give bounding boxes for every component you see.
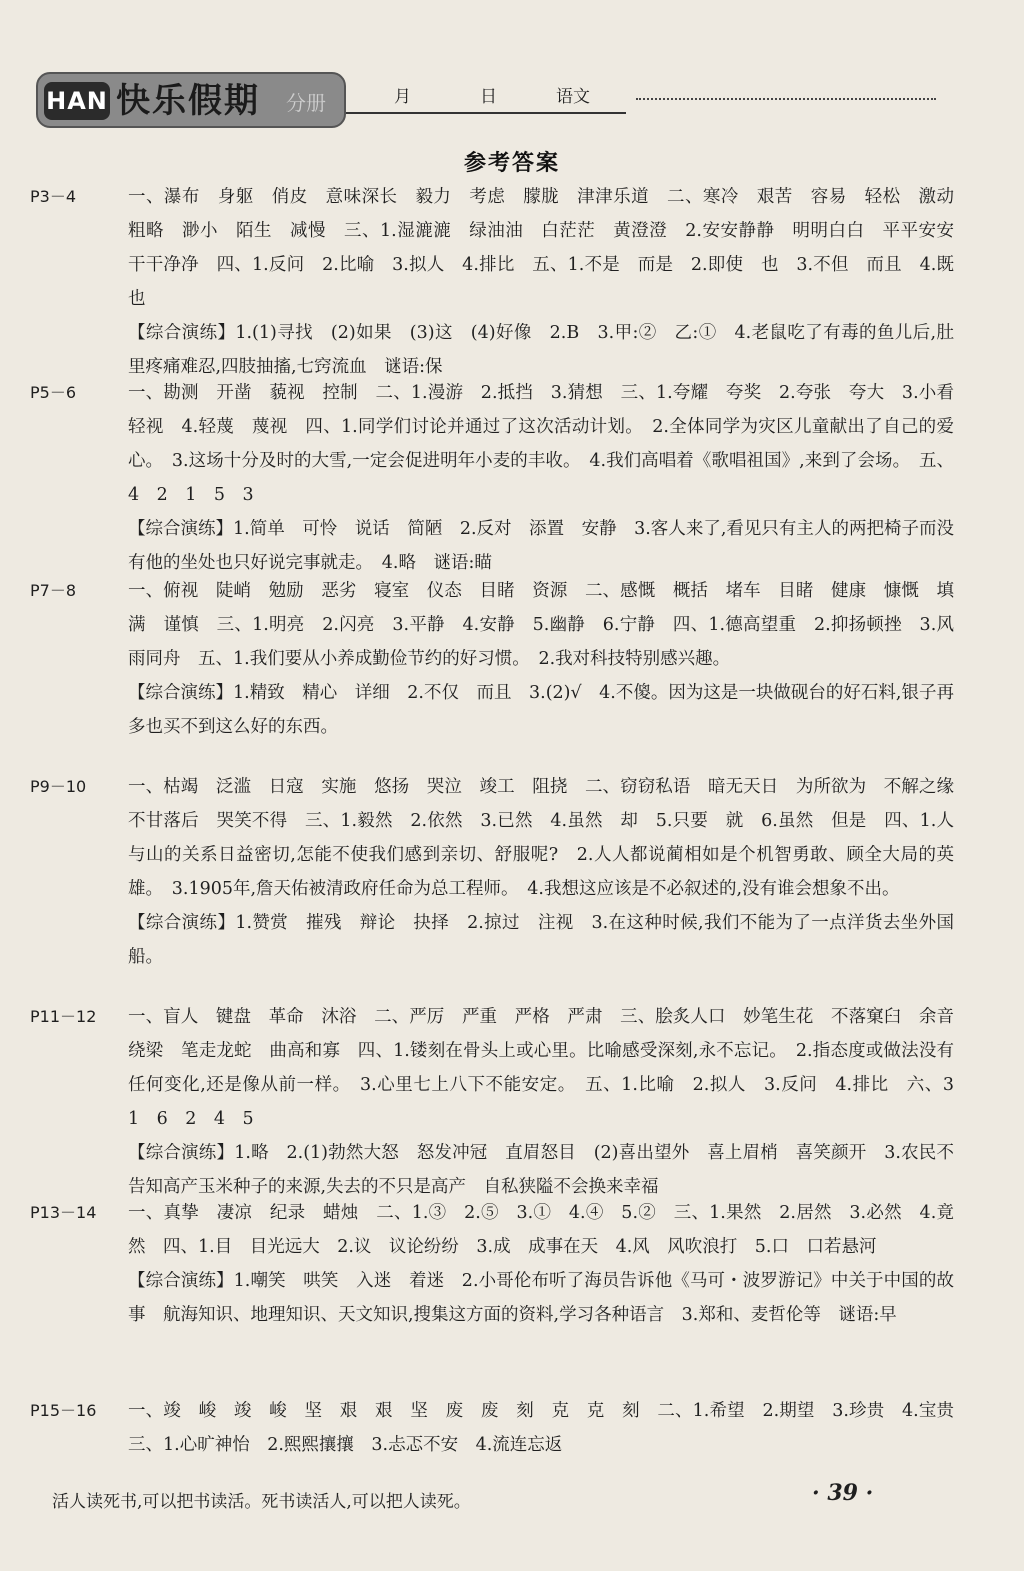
section-page-label: P9－10 <box>30 777 87 796</box>
section-answers <box>128 574 954 744</box>
section-answers <box>128 1000 972 1204</box>
header-dotted-line <box>636 94 936 100</box>
answer-text: 一、盲人 键盘 革命 沐浴 二、严厉 严重 严格 严肃 三、脍炙人口 妙笔生花 不落窠臼 余音绕梁 笔走龙蛇 曲高和寡 四、1.镂刻在骨头上或心里。比喻感受深刻,永不忘记。 2.指态度或做法没有任何变化,还是像从前一样。 3.心里七上八下不能安定。 五、1.比喻 2.拟人 3.反问 4.排比 六、3 1 6 2 4 5 <box>128 1007 972 1129</box>
section-page-label: P5－6 <box>30 383 77 402</box>
section-page-label: P7－8 <box>30 581 77 600</box>
logo-han-badge: HAN <box>44 82 110 120</box>
subject-label: 语文 <box>556 87 590 107</box>
practice-text: 【综合演练】1.(1)寻找 (2)如果 (3)这 (4)好像 2.B 3.甲:② 乙:① 4.老鼠吃了有毒的鱼儿后,肚里疼痛难忍,四肢抽搐,七窍流血 谜语:保 <box>128 323 954 377</box>
answer-text: 一、枯竭 泛滥 日寇 实施 悠扬 哭泣 竣工 阻挠 二、窃窃私语 暗无天日 为所欲为 不解之缘 不甘落后 哭笑不得 三、1.毅然 2.依然 3.已然 4.虽然 却 5.只要 就 6.虽然 但是 四、1.人与山的关系日益密切,怎能不使我们感到亲切、舒服呢? 2.人人都说蔺相如是个机智勇敢、顾全大局的英雄。 3.1905年,詹天佑被清政府任命为总工程师。 4.我想这应该是不必叙述的,没有谁会想象不出。 <box>128 777 972 899</box>
practice-text: 【综合演练】1.精致 精心 详细 2.不仅 而且 3.(2)√ 4.不傻。因为这是一块做砚台的好石料,银子再多也买不到这么好的东西。 <box>128 683 954 737</box>
page-number: · 39 · <box>812 1480 874 1506</box>
page-header <box>36 72 942 130</box>
section-answers <box>128 376 972 580</box>
footer-quote: 活人读死书,可以把书读活。死书读活人,可以把人读死。 <box>52 1492 471 1512</box>
answer-text: 一、俯视 陡峭 勉励 恶劣 寝室 仪态 目睹 资源 二、感慨 概括 堵车 目睹 健康 慷慨 填满 谨慎 三、1.明亮 2.闪亮 3.平静 4.安静 5.幽静 6.宁静 四、1.德高望重 2.抑扬顿挫 3.风雨同舟 五、1.我们要从小养成勤俭节约的好习惯。 2.我对科技特别感兴趣。 <box>128 581 954 669</box>
logo-title: 快乐假期 <box>116 81 260 121</box>
day-label: 日 <box>480 87 497 107</box>
answer-text: 一、竣 峻 竣 峻 坚 艰 艰 坚 废 废 刻 克 克 刻 二、1.希望 2.期望 3.珍贵 4.宝贵 三、1.心旷神怡 2.熙熙攘攘 3.忐忑不安 4.流连忘返 <box>128 1401 972 1455</box>
logo-subtitle: 分册 <box>286 91 326 115</box>
section-page-label: P3－4 <box>30 187 77 206</box>
answer-text: 一、瀑布 身躯 俏皮 意味深长 毅力 考虑 朦胧 津津乐道 二、寒冷 艰苦 容易 轻松 激动 粗略 渺小 陌生 减慢 三、1.湿漉漉 绿油油 白茫茫 黄澄澄 2.安安静静 明明白白 平平安安 干干净净 四、1.反问 2.比喻 3.拟人 4.排比 五、1.不是 而是 2.即使 也 3.不但 而且 4.既 也 <box>128 187 972 309</box>
section-answers <box>128 1196 954 1332</box>
practice-text: 【综合演练】1.略 2.(1)勃然大怒 怒发冲冠 直眉怒目 (2)喜出望外 喜上眉梢 喜笑颜开 3.农民不告知高产玉米种子的来源,失去的不只是高产 自私狭隘不会换来幸福 <box>128 1143 954 1197</box>
section-answers <box>128 770 972 974</box>
section-page-label: P15－16 <box>30 1401 97 1420</box>
month-label: 月 <box>394 87 411 107</box>
series-logo <box>36 72 346 128</box>
practice-text: 【综合演练】1.简单 可怜 说话 简陋 2.反对 添置 安静 3.客人来了,看见只有主人的两把椅子而没有他的坐处也只好说完事就走。 4.略 谜语:瞄 <box>128 519 954 573</box>
section-page-label: P11－12 <box>30 1007 97 1026</box>
practice-text: 【综合演练】1.赞赏 摧残 辩论 抉择 2.掠过 注视 3.在这种时候,我们不能为了一点洋货去坐外国船。 <box>128 913 954 967</box>
section-answers <box>128 1394 972 1462</box>
header-rule <box>346 112 626 114</box>
section-page-label: P13－14 <box>30 1203 97 1222</box>
page-title: 参考答案 <box>463 151 560 176</box>
answer-text: 一、真挚 凄凉 纪录 蜡烛 二、1.③ 2.⑤ 3.① 4.④ 5.② 三、1.果然 2.居然 3.必然 4.竟然 四、1.目 目光远大 2.议 议论纷纷 3.成 成事在天 4.风 风吹浪打 5.口 口若悬河 <box>128 1203 954 1257</box>
answer-text: 一、勘测 开凿 藐视 控制 二、1.漫游 2.抵挡 3.猜想 三、1.夸耀 夸奖 2.夸张 夸大 3.小看 轻视 4.轻蔑 蔑视 四、1.同学们讨论并通过了这次活动计划。 2.全体同学为灾区儿童献出了自己的爱心。 3.这场十分及时的大雪,一定会促进明年小麦的丰收。 4.我们高唱着《歌唱祖国》,来到了会场。 五、4 2 1 5 3 <box>128 383 972 505</box>
practice-text: 【综合演练】1.嘲笑 哄笑 入迷 着迷 2.小哥伦布听了海员告诉他《马可・波罗游记》中关于中国的故事 航海知识、地理知识、天文知识,搜集这方面的资料,学习各种语言 3.郑和、麦哲伦等 谜语:早 <box>128 1271 954 1325</box>
section-answers <box>128 180 972 384</box>
